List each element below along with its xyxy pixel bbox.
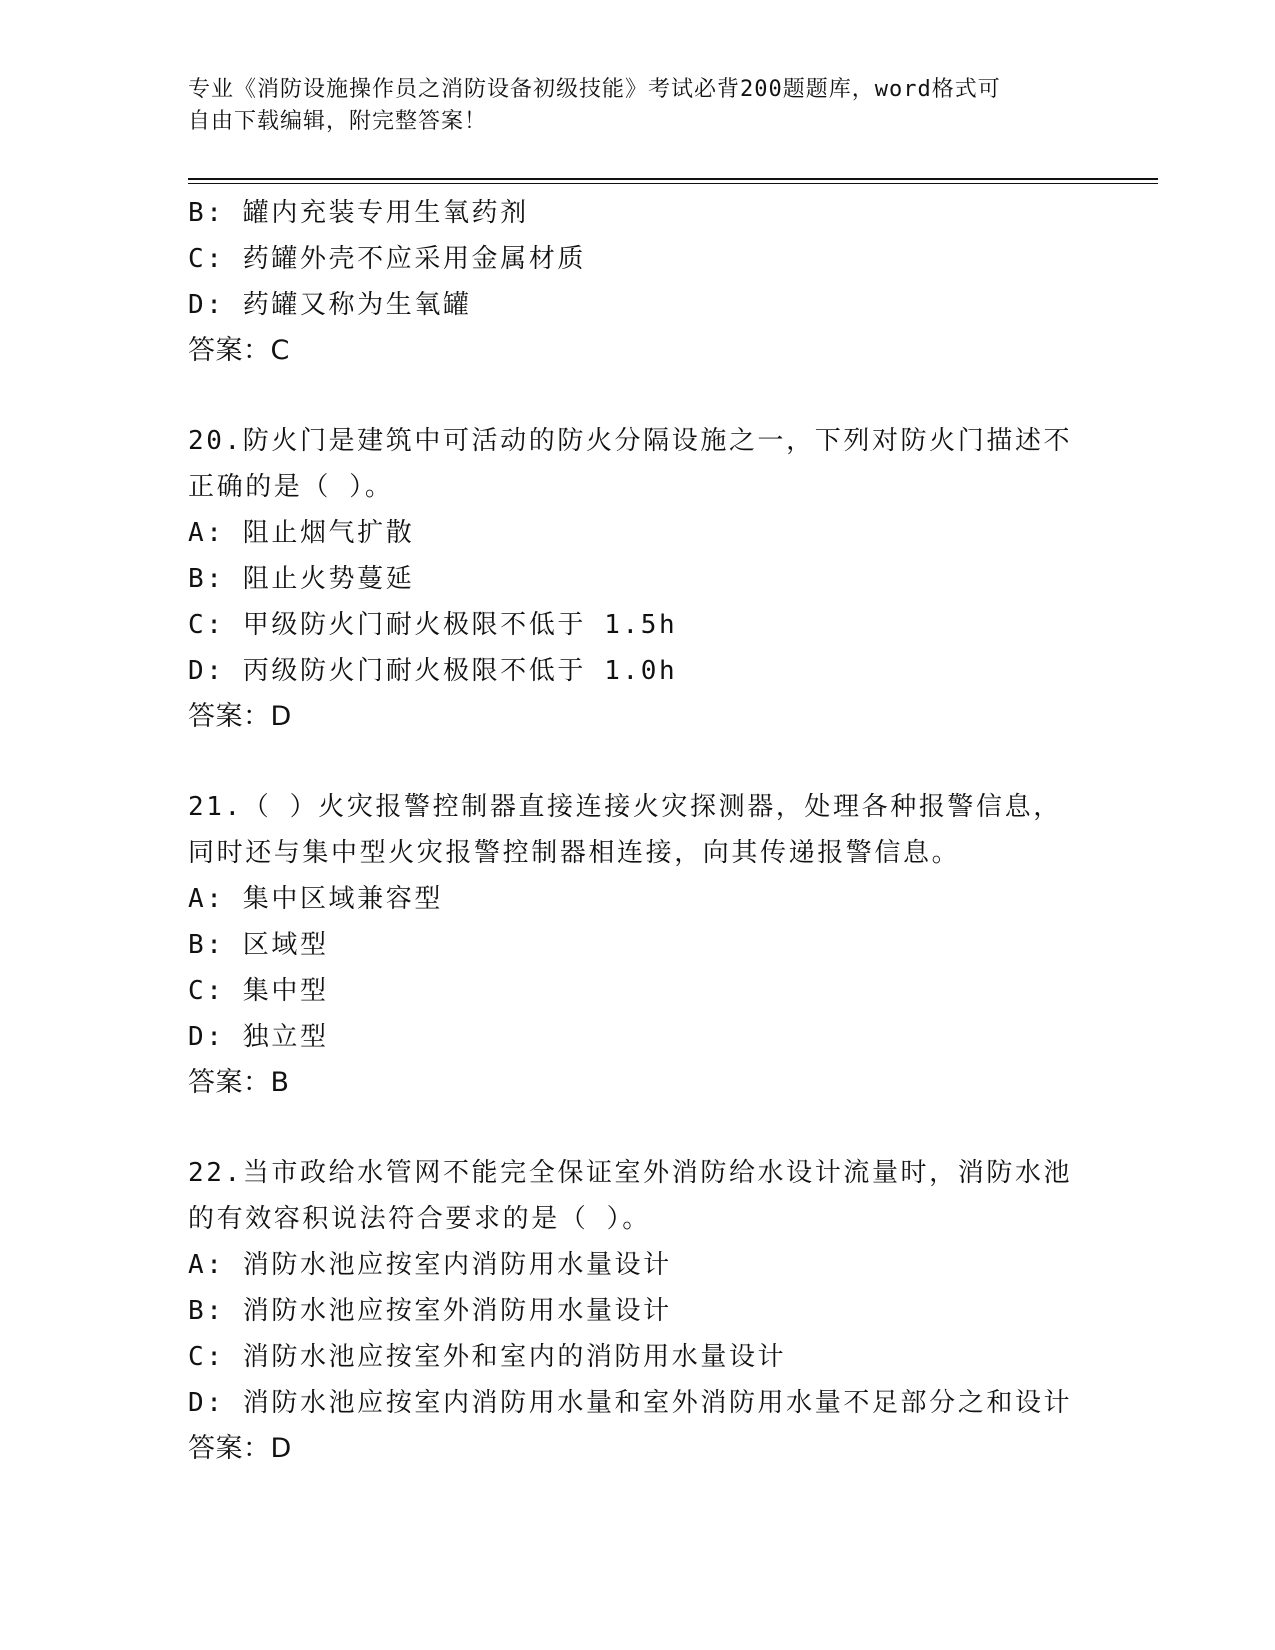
option-d: D: 药罐又称为生氧罐: [188, 290, 472, 320]
option-a: A: 集中区域兼容型: [188, 884, 443, 914]
option-d: D: 消防水池应按室内消防用水量和室外消防用水量不足部分之和设计: [188, 1388, 1073, 1418]
question-stem: 20.防火门是建筑中可活动的防火分隔设施之一，下列对防火门描述不: [188, 426, 1073, 456]
question-stem: 22.当市政给水管网不能完全保证室外消防给水设计流量时，消防水池: [188, 1158, 1073, 1188]
option-c: C: 甲级防火门耐火极限不低于 1.5h: [188, 610, 678, 640]
question-stem: 正确的是（ ）。: [188, 472, 394, 502]
document-header: [188, 74, 1088, 138]
answer-line: 答案：D: [188, 701, 292, 732]
question-stem: 同时还与集中型火灾报警控制器相连接，向其传递报警信息。: [188, 838, 961, 868]
option-c: C: 药罐外壳不应采用金属材质: [188, 244, 586, 274]
question-20: [188, 418, 1088, 740]
option-c: C: 消防水池应按室外和室内的消防用水量设计: [188, 1342, 787, 1372]
question-stem: 21.（ ）火灾报警控制器直接连接火灾探测器，处理各种报警信息，: [188, 792, 1062, 822]
header-title-line-2: 自由下载编辑，附完整答案！: [188, 109, 488, 134]
option-b: B: 阻止火势蔓延: [188, 564, 415, 594]
answer-line: 答案：C: [188, 335, 290, 366]
question-list: [188, 190, 1088, 1472]
option-b: B: 消防水池应按室外消防用水量设计: [188, 1296, 672, 1326]
header-divider-thick: [188, 178, 1158, 180]
question-22: [188, 1150, 1088, 1472]
question-21: [188, 784, 1088, 1106]
option-b: B: 罐内充装专用生氧药剂: [188, 198, 529, 228]
header-title-line-1: 专业《消防设施操作员之消防设备初级技能》考试必背200题题库，word格式可: [188, 77, 1001, 102]
option-d: D: 独立型: [188, 1022, 329, 1052]
option-d: D: 丙级防火门耐火极限不低于 1.0h: [188, 656, 678, 686]
header-divider-thin: [188, 183, 1158, 184]
option-c: C: 集中型: [188, 976, 329, 1006]
answer-line: 答案：B: [188, 1067, 290, 1098]
option-a: A: 阻止烟气扩散: [188, 518, 415, 548]
question-19-continued: [188, 190, 1088, 374]
answer-line: 答案：D: [188, 1433, 292, 1464]
question-stem: 的有效容积说法符合要求的是（ ）。: [188, 1204, 651, 1234]
option-b: B: 区域型: [188, 930, 329, 960]
option-a: A: 消防水池应按室内消防用水量设计: [188, 1250, 672, 1280]
